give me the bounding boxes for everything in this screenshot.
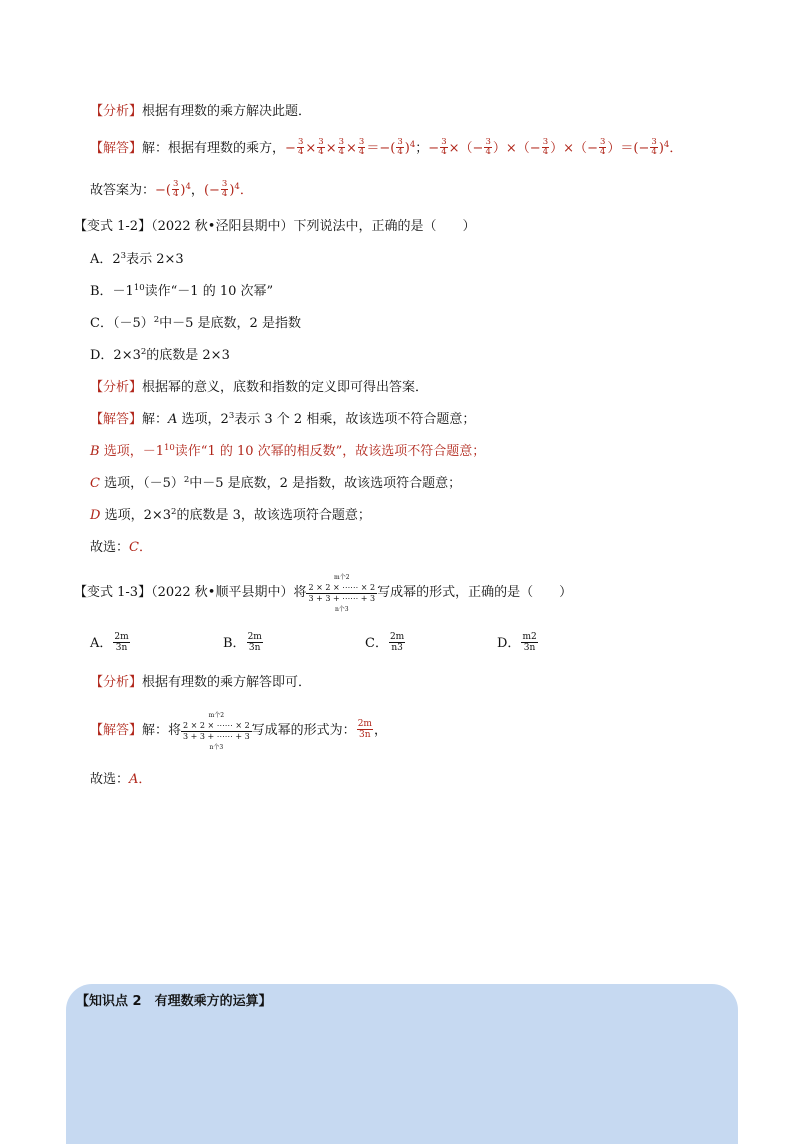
question-1-2-option-a: A．$2^3$表示 2×3 xyxy=(90,251,184,267)
question-1-2-stem: 【变式 1-2】（2022 秋•泾阳县期中）下列说法中，正确的是（ ） xyxy=(74,219,476,234)
question-1-3-option-a: A． $\frac{2m}{3n}$ xyxy=(90,632,129,653)
knowledge-point-title: 【知识点 2 有理数乘方的运算】 xyxy=(76,994,272,1009)
question-1-2-answer-d: D 选项，$2\times 3^2$的底数是 3，故该选项符合题意； xyxy=(90,507,371,523)
question-1-2-answer-a: 【解答】解：A 选项，$2^3$表示 3 个 2 相乘，故该选项不符合题意； xyxy=(90,411,476,427)
final-answer-line-1: 故答案为：−( $\frac{3}{4}$ )$^4$，(− $\frac{3}{4}$ )$^4$． xyxy=(90,179,253,199)
question-1-3-option-b: B． $\frac{2m}{3n}$ xyxy=(223,632,262,653)
question-1-2-option-b: B．$-1^{10}$读作“－1 的 10 次幂” xyxy=(90,283,274,299)
answer-expression-1: − $\frac{3}{4}$ × $\frac{3}{4}$ × $\frac{3}{4}$ × $\frac{3}{4}$ ＝−( $\frac{3}{4}$ )$^4$ xyxy=(285,137,416,157)
question-1-3-option-c: C． $\frac{2m}{n3}$ xyxy=(365,632,405,653)
question-1-3-option-d: D． $\frac{m2}{3n}$ xyxy=(497,632,537,653)
question-1-3-stem: 【变式 1-3】（2022 秋•顺平县期中）将 m个2 2 × 2 × ⋯⋯ × 2 3 + 3 + ⋯⋯ + 3 n个3 写成幂的形式，正确的是（ ） xyxy=(74,563,572,623)
question-1-2-answer-b: B 选项，$-1^{10}$读作“1 的 10 次幂的相反数”，故该选项不符合题意； xyxy=(90,443,486,459)
analysis-line-1: 【分析】根据有理数的乘方解决此题． xyxy=(90,104,312,119)
answer-expression-2: − $\frac{3}{4}$ ×（− $\frac{3}{4}$ ）×（− $\frac{3}{4}$ ）×（− $\frac{3}{4}$ ）＝(− $\frac{3}{4}$ )$^4$． xyxy=(428,137,683,157)
question-1-2-option-d: D．$2\times 3^2$的底数是 2×3 xyxy=(90,347,230,363)
answer-line-1: 【解答】解：根据有理数的乘方，− $\frac{3}{4}$ × $\frac{3}{4}$ × $\frac{3}{4}$ × $\frac{3}{4}$ ＝−( $\frac{3}{4}$ )$^4$；− $\frac{3}{4}$ ×（− $\frac{3}{4}$ ）×（− $\frac{3}{4}$ ）×（− $\frac{3}{4}$ ）＝(− $\frac{3}{4}$ )$^4$． xyxy=(90,137,683,157)
question-1-2-analysis: 【分析】根据幂的意义，底数和指数的定义即可得出答案． xyxy=(90,380,429,395)
question-1-3-fraction: m个2 2 × 2 × ⋯⋯ × 2 3 + 3 + ⋯⋯ + 3 n个3 xyxy=(308,574,376,613)
question-1-3-answer: 【解答】解：将 m个2 2 × 2 × ⋯⋯ × 2 3 + 3 + ⋯⋯ + 3 n个3 写成幂的形式为： $\frac{2m}{3n}$ ， xyxy=(90,712,387,751)
question-1-3-analysis: 【分析】根据有理数的乘方解答即可． xyxy=(90,675,312,690)
question-1-2-choice: 故选：C． xyxy=(90,540,152,555)
question-1-2-option-c: C．$(-5)^2$中－5 是底数，2 是指数 xyxy=(90,315,301,331)
question-1-3-choice: 故选：A． xyxy=(90,772,152,787)
question-1-2-answer-c: C 选项，$(-5)^2$中－5 是底数，2 是指数，故该选项符合题意； xyxy=(90,475,462,491)
